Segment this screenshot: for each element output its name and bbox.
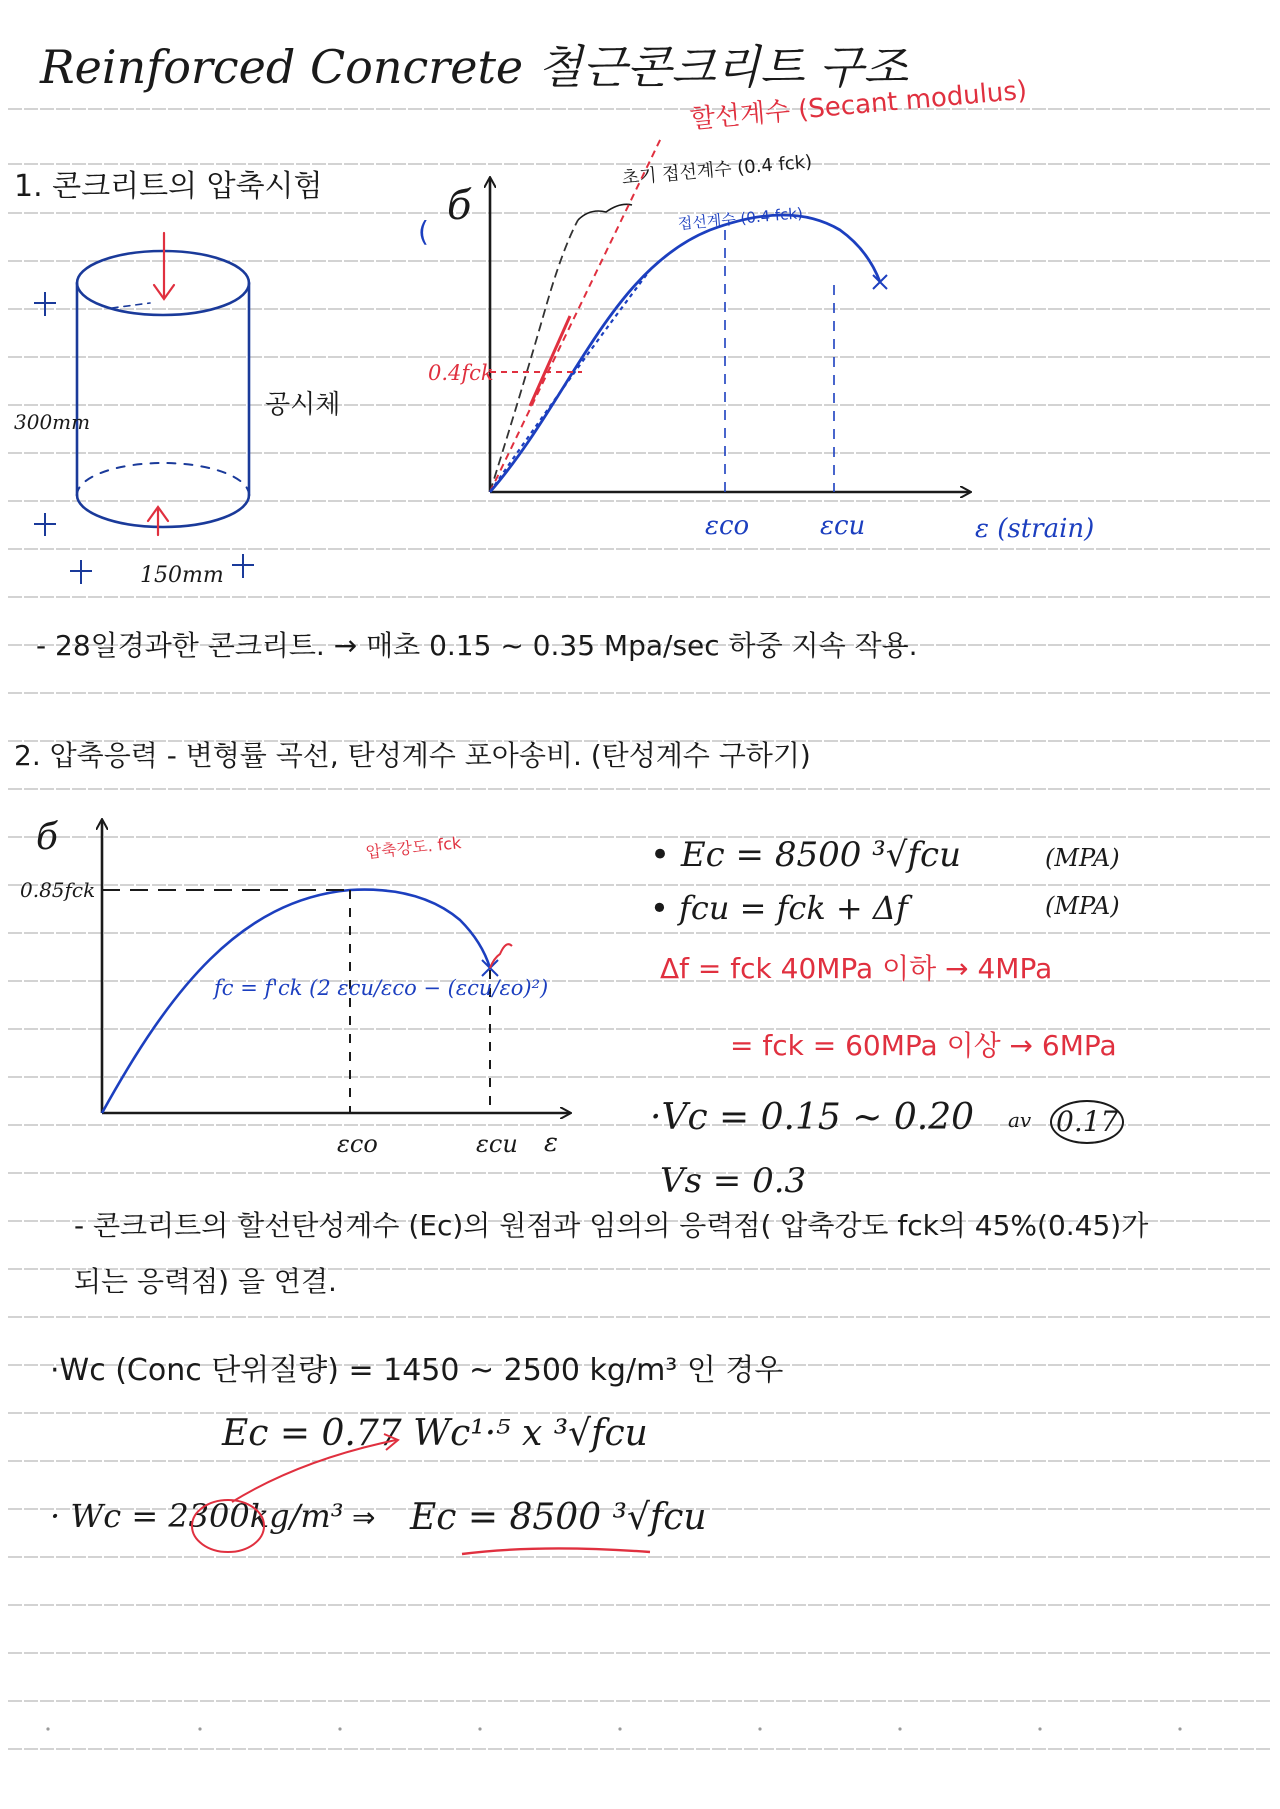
section-2-heading: 2. 압축응력 - 변형률 곡선, 탄성계수 포아송비. (탄성계수 구하기) (14, 739, 811, 772)
page-title: Reinforced Concrete 철근콘크리트 구조 (40, 40, 908, 94)
compressive-strength-label: 압축강도. fck (364, 833, 463, 862)
stress-0.4fck-label: 0.4fck (428, 361, 494, 385)
graph2-eps-cu-label: εcu (476, 1130, 518, 1158)
unit-mass-condition: ·Wc (Conc 단위질량) = 1450 ~ 2500 kg/m³ 인 경우 (50, 1353, 784, 1388)
section-1-heading: 1. 콘크리트의 압축시험 (14, 169, 323, 204)
unit-mass-ec-result: Ec = 8500 ³√fcu (410, 1497, 707, 1538)
poisson-average-label: av (1008, 1108, 1032, 1132)
diameter-tick-right (232, 554, 254, 578)
stress-strain-curve-1 (490, 215, 880, 492)
peak-stress-label: 0.85fck (20, 878, 96, 902)
graph1-eps-co-label: εco (705, 511, 750, 541)
unit-mass-annotations (0, 1420, 760, 1560)
result-underline (462, 1548, 650, 1554)
delta-f-rule-1: Δf = fck 40MPa 이하 → 4MPa (660, 952, 1053, 985)
height-tick-top (34, 292, 56, 316)
stress-strain-curve-2 (102, 890, 490, 1113)
height-tick-bottom (34, 513, 56, 536)
unit-mass-ec-formula: Ec = 0.77 Wc¹·⁵ x ³√fcu (222, 1413, 648, 1454)
steel-poisson-ratio: Vs = 0.3 (660, 1161, 807, 1201)
secant-modulus-note-line1: - 콘크리트의 할선탄성계수 (Ec)의 원점과 임의의 응력점( 압축강도 fck의 45%(0.45)가 (74, 1209, 1149, 1242)
ultimate-point-mark-1 (873, 275, 887, 289)
tangent-modulus-line (490, 270, 650, 492)
graph2-eps-co-label: εco (337, 1130, 378, 1158)
concrete-poisson-ratio: ·Vc = 0.15 ~ 0.20 (650, 1097, 975, 1138)
cylinder-specimen-label: 공시체 (265, 390, 341, 420)
stress-strain-graph-2 (20, 810, 580, 1140)
cylinder-diameter-label: 150mm (140, 563, 224, 588)
fcu-unit: (MPA) (1045, 892, 1120, 920)
section-1-note: - 28일경과한 콘크리트. → 매초 0.15 ~ 0.35 Mpa/sec 하중 지속 작용. (36, 629, 918, 662)
graph1-eps-cu-label: εcu (820, 511, 866, 541)
secant-modulus-label: 할선계수 (Secant modulus) (688, 75, 1029, 135)
2300-circle-mark (192, 1500, 264, 1552)
cylinder-height-label: 300mm (14, 410, 91, 434)
graph2-x-axis-label: ε (544, 1128, 558, 1158)
ec-unit: (MPA) (1045, 844, 1120, 872)
ec-equation: • Ec = 8500 ³√fcu (650, 835, 961, 875)
2300-to-wc-arrow (232, 1440, 396, 1502)
implies-arrow: ⇒ (352, 1501, 376, 1534)
delta-f-rule-2: = fck = 60MPa 이상 → 6MPa (730, 1029, 1117, 1062)
stress-curve-formula: fc = f'ck (2 εcu/εco − (εcu/εo)²) (214, 976, 549, 1000)
graph1-paren: ( (418, 215, 429, 248)
tangent-modulus-label: 접선계수 (0.4 fck) (677, 204, 804, 233)
secant-modulus-line (490, 136, 662, 492)
fcu-equation: • fcu = fck + Δf (650, 889, 908, 927)
initial-tangent-label: 초기 접선계수 (0.4 fck) (621, 151, 813, 189)
unit-mass-2300-case: · Wc = 2300kg/m³ (50, 1497, 344, 1535)
graph1-x-axis-label: ε (strain) (975, 514, 1095, 544)
cylinder-bottom-front (77, 495, 249, 527)
graph1-y-axis-label: б (447, 183, 472, 229)
diameter-tick-left (70, 560, 92, 584)
graph2-y-axis-label: б (36, 817, 58, 858)
initial-tangent-line (490, 220, 578, 492)
cylinder-bottom-back (77, 463, 249, 495)
poisson-average-value: 0.17 (1050, 1100, 1124, 1144)
secant-modulus-note-line2: 되는 응력점) 을 연결. (74, 1265, 337, 1298)
